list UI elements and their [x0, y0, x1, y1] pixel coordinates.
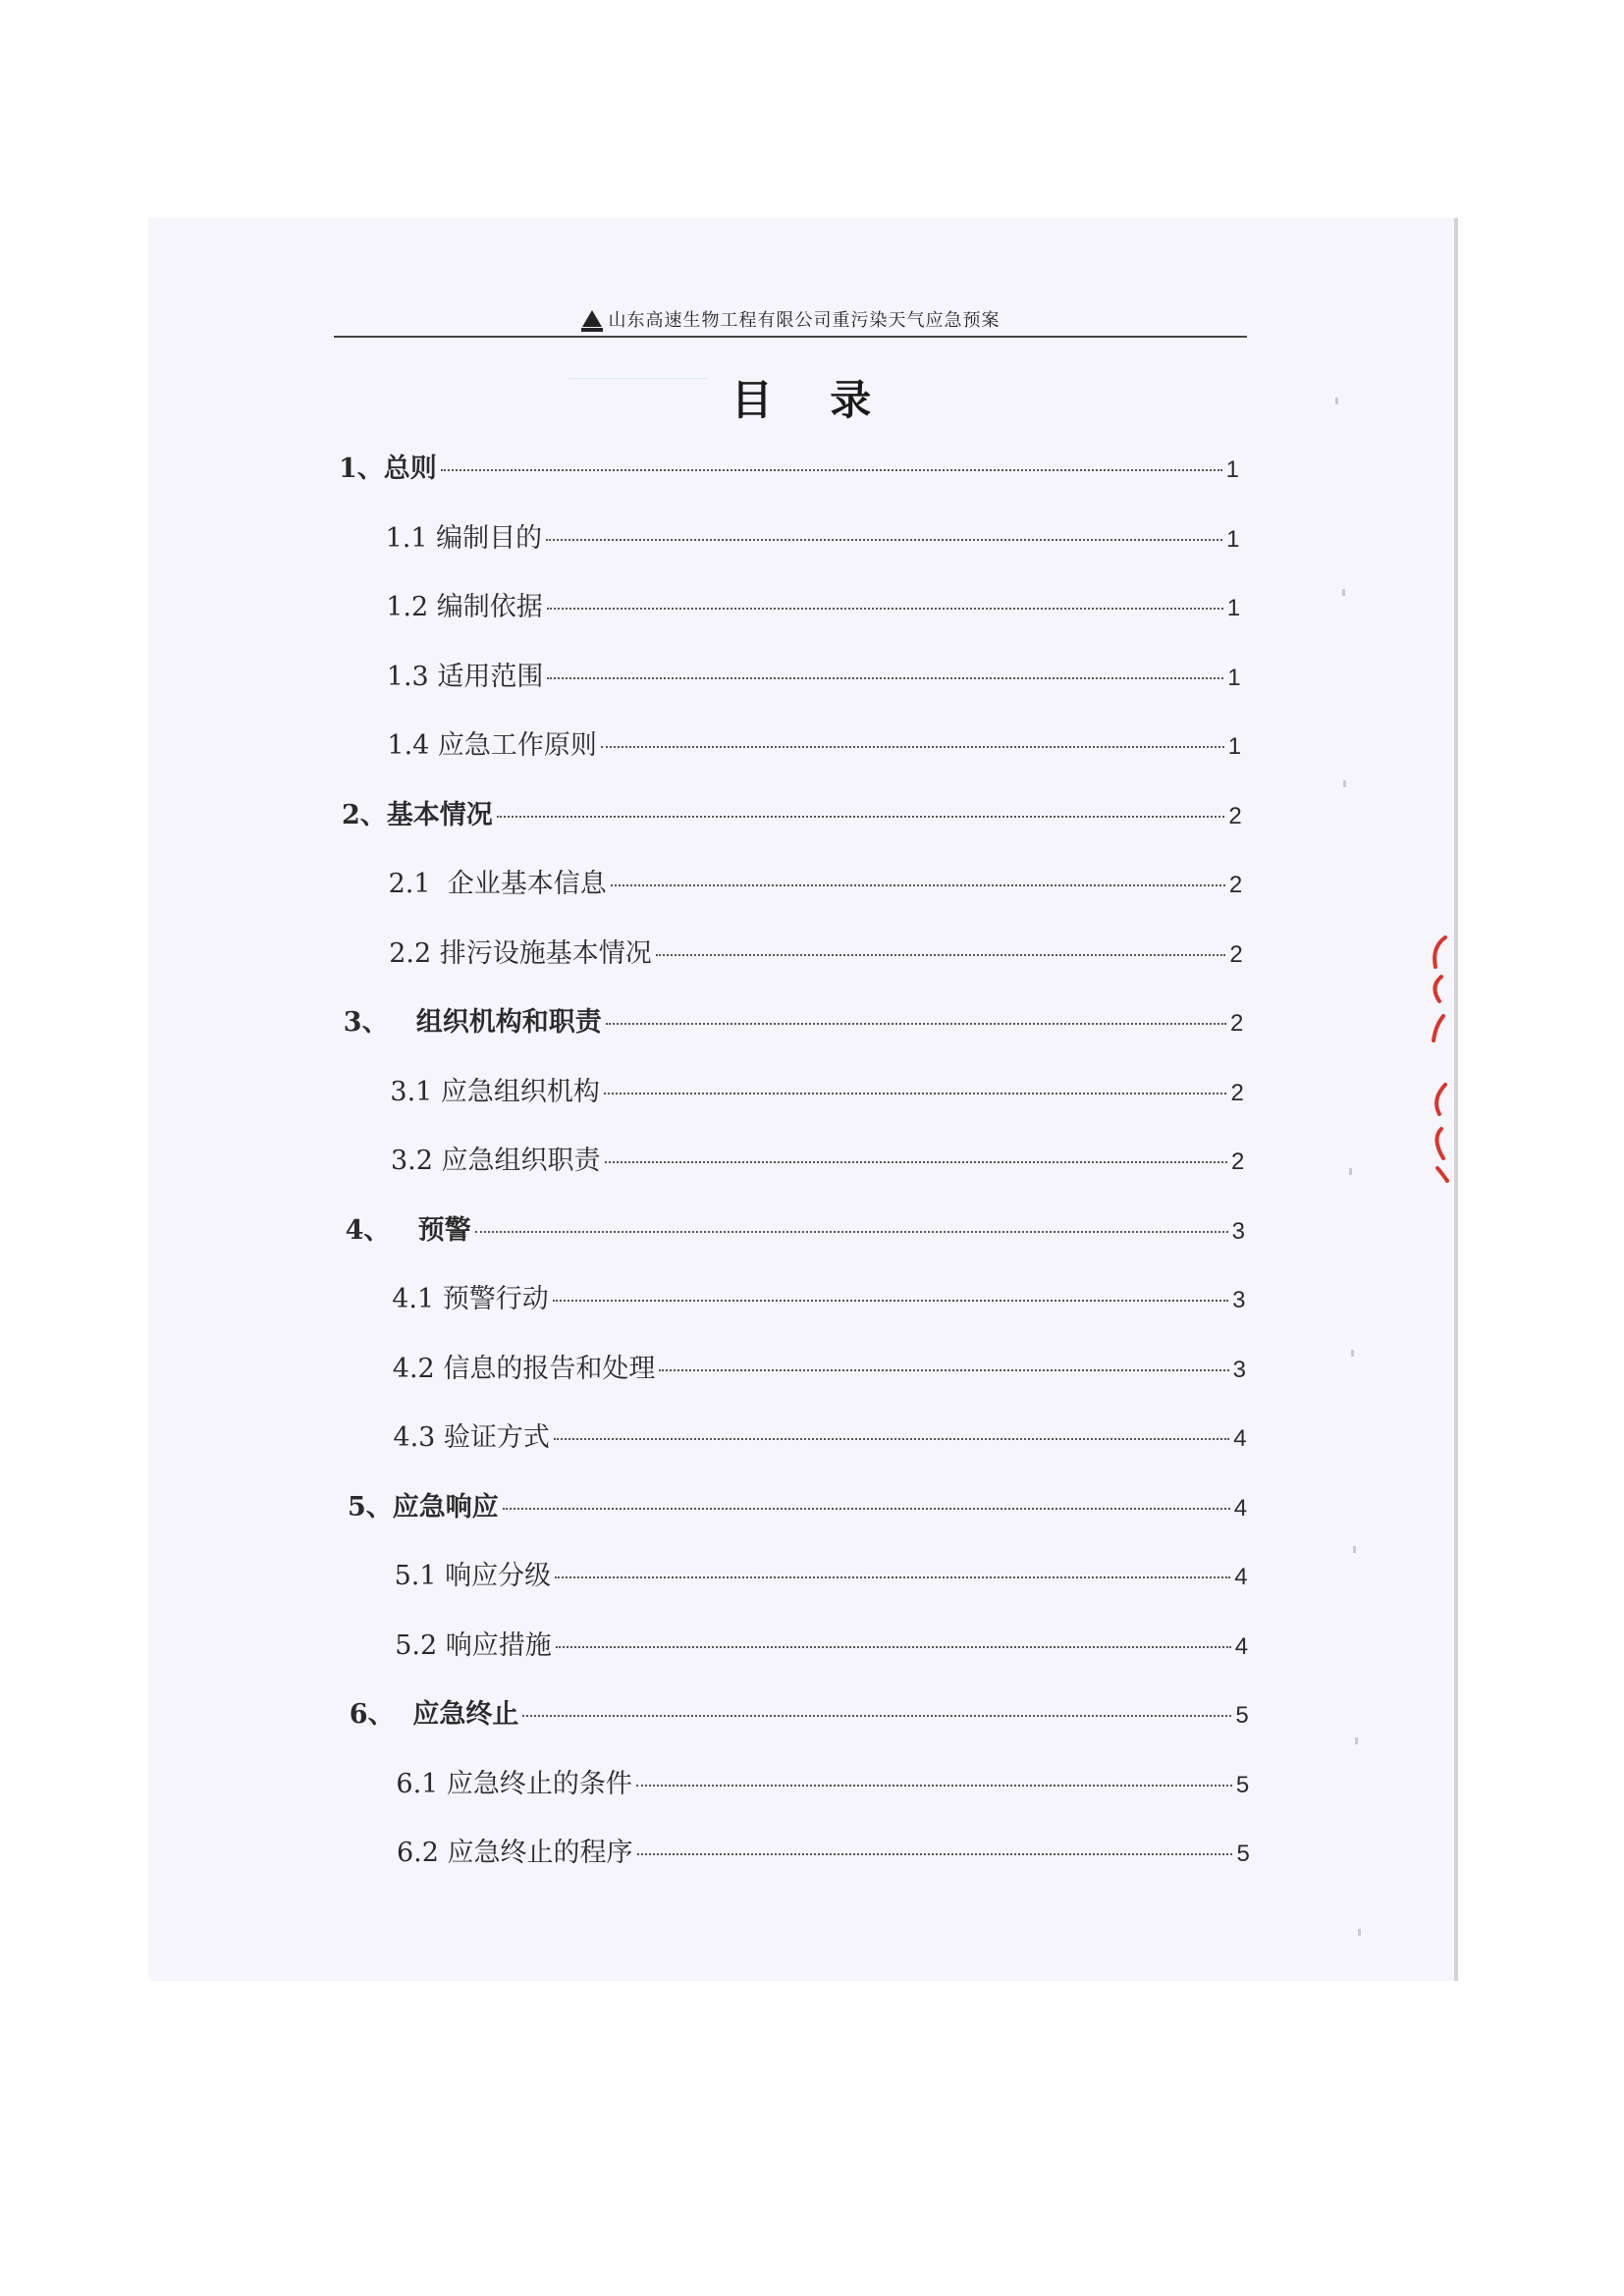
toc-dot-leader [475, 1231, 1228, 1233]
toc-entry-label: 2.2 排污设施基本情况 [389, 937, 652, 969]
logo-triangle-icon [582, 310, 602, 327]
toc-entry [344, 1000, 1244, 1040]
toc-entry-label: 1.4 应急工作原则 [387, 730, 597, 761]
toc-entry-label: 6.1 应急终止的条件 [396, 1768, 632, 1799]
toc-entry-label: 5.2 响应措施 [395, 1629, 552, 1661]
toc-entry [396, 1762, 1249, 1801]
toc-entry [387, 723, 1241, 763]
toc-entry-label: 3.2 应急组织职责 [391, 1146, 601, 1176]
toc-dot-leader [497, 816, 1225, 818]
toc-entry-label: 2、基本情况 [342, 799, 493, 830]
toc-entry-label: 1、总则 [339, 454, 437, 484]
toc-entry-label: 5.1 响应分级 [394, 1561, 552, 1591]
toc-dot-leader [547, 677, 1223, 679]
toc-entry [342, 793, 1242, 832]
red-stamp-edge [1422, 928, 1449, 1183]
toc-dot-leader [604, 1093, 1227, 1095]
toc-dot-leader [637, 1853, 1233, 1855]
toc-entry [393, 1347, 1246, 1386]
header-title: 山东高速生物工程有限公司重污染天气应急预案 [608, 310, 1001, 331]
toc-entry [387, 655, 1241, 694]
toc-entry-label: 4.2 信息的报告和处理 [392, 1353, 656, 1384]
toc-entry [346, 1208, 1245, 1248]
toc-page-number: 1 [1227, 733, 1242, 760]
toc-page-number: 4 [1234, 1564, 1248, 1590]
toc-dot-leader [554, 1438, 1229, 1440]
toc-dot-leader [503, 1508, 1230, 1510]
toc-page-number: 3 [1232, 1356, 1247, 1383]
toc-page-number: 2 [1229, 1010, 1244, 1037]
toc-entry [392, 1277, 1245, 1316]
toc-entry [386, 516, 1240, 556]
toc-page-number: 2 [1231, 1148, 1245, 1175]
toc-dot-leader [611, 884, 1225, 886]
toc-dot-leader [522, 1715, 1231, 1717]
toc-page-number: 4 [1234, 1632, 1249, 1660]
toc-page-number: 1 [1226, 595, 1241, 621]
toc-dot-leader [659, 1369, 1228, 1371]
toc-page-number: 2 [1230, 1079, 1244, 1106]
page-header [334, 302, 1247, 338]
toc-entry-label: 3、 组织机构和职责 [343, 1007, 602, 1038]
toc-entry [348, 1485, 1247, 1524]
toc-dot-leader [656, 954, 1226, 956]
toc-dot-leader [556, 1646, 1231, 1648]
toc-entry-label: 5、应急响应 [348, 1491, 499, 1522]
toc-entry [389, 932, 1243, 971]
toc-page-number: 1 [1227, 664, 1241, 691]
toc-page-number: 2 [1229, 940, 1243, 968]
toc-page-number: 3 [1231, 1217, 1245, 1245]
toc-dot-leader [606, 1023, 1226, 1025]
toc-entry [391, 1139, 1244, 1178]
toc-entry-label: 3.1 应急组织机构 [390, 1076, 600, 1107]
toc-page-number: 2 [1228, 872, 1243, 898]
toc-dot-leader [601, 746, 1224, 748]
toc-page-number: 1 [1225, 456, 1239, 483]
toc-dot-leader [546, 539, 1222, 541]
toc-entry [390, 1070, 1243, 1109]
toc-entry [395, 1554, 1248, 1593]
toc-entry-label: 6、 应急终止 [349, 1699, 519, 1730]
toc-entry [339, 447, 1239, 486]
toc-entry [350, 1692, 1249, 1732]
page-title: 目 录 [731, 376, 893, 424]
toc-dot-leader [441, 469, 1222, 471]
toc-entry-label: 4、 预警 [345, 1214, 471, 1246]
company-logo [581, 310, 603, 332]
toc-page-number: 5 [1236, 1841, 1250, 1867]
toc-entry-label: 1.1 编制目的 [385, 522, 543, 554]
toc-dot-leader [636, 1785, 1232, 1787]
toc-dot-leader [547, 608, 1223, 610]
toc-dot-leader [553, 1300, 1228, 1302]
toc-dot-leader [605, 1161, 1228, 1163]
toc-entry [393, 1415, 1246, 1455]
toc-entry-label: 1.2 编制依据 [386, 592, 543, 622]
toc-page-number: 4 [1233, 1494, 1248, 1522]
toc-entry-label: 4.3 验证方式 [393, 1422, 550, 1453]
toc-entry [397, 1831, 1250, 1870]
toc-page-number: 3 [1232, 1287, 1246, 1313]
toc-entry [386, 585, 1240, 624]
toc-entry [389, 862, 1243, 901]
toc-page-number: 4 [1233, 1425, 1247, 1452]
toc-entry-label: 6.2 应急终止的程序 [397, 1838, 633, 1868]
toc-entry [395, 1624, 1248, 1663]
toc-entry-label: 2.1 企业基本信息 [388, 869, 607, 899]
toc-page-number: 5 [1235, 1702, 1249, 1729]
toc-entry-label: 1.3 适用范围 [386, 661, 544, 692]
toc-entry-label: 4.1 预警行动 [392, 1284, 549, 1314]
toc-page-number: 1 [1226, 525, 1240, 553]
toc-page-number: 5 [1235, 1771, 1250, 1798]
toc-dot-leader [555, 1576, 1230, 1578]
toc-page-number: 2 [1228, 802, 1242, 829]
